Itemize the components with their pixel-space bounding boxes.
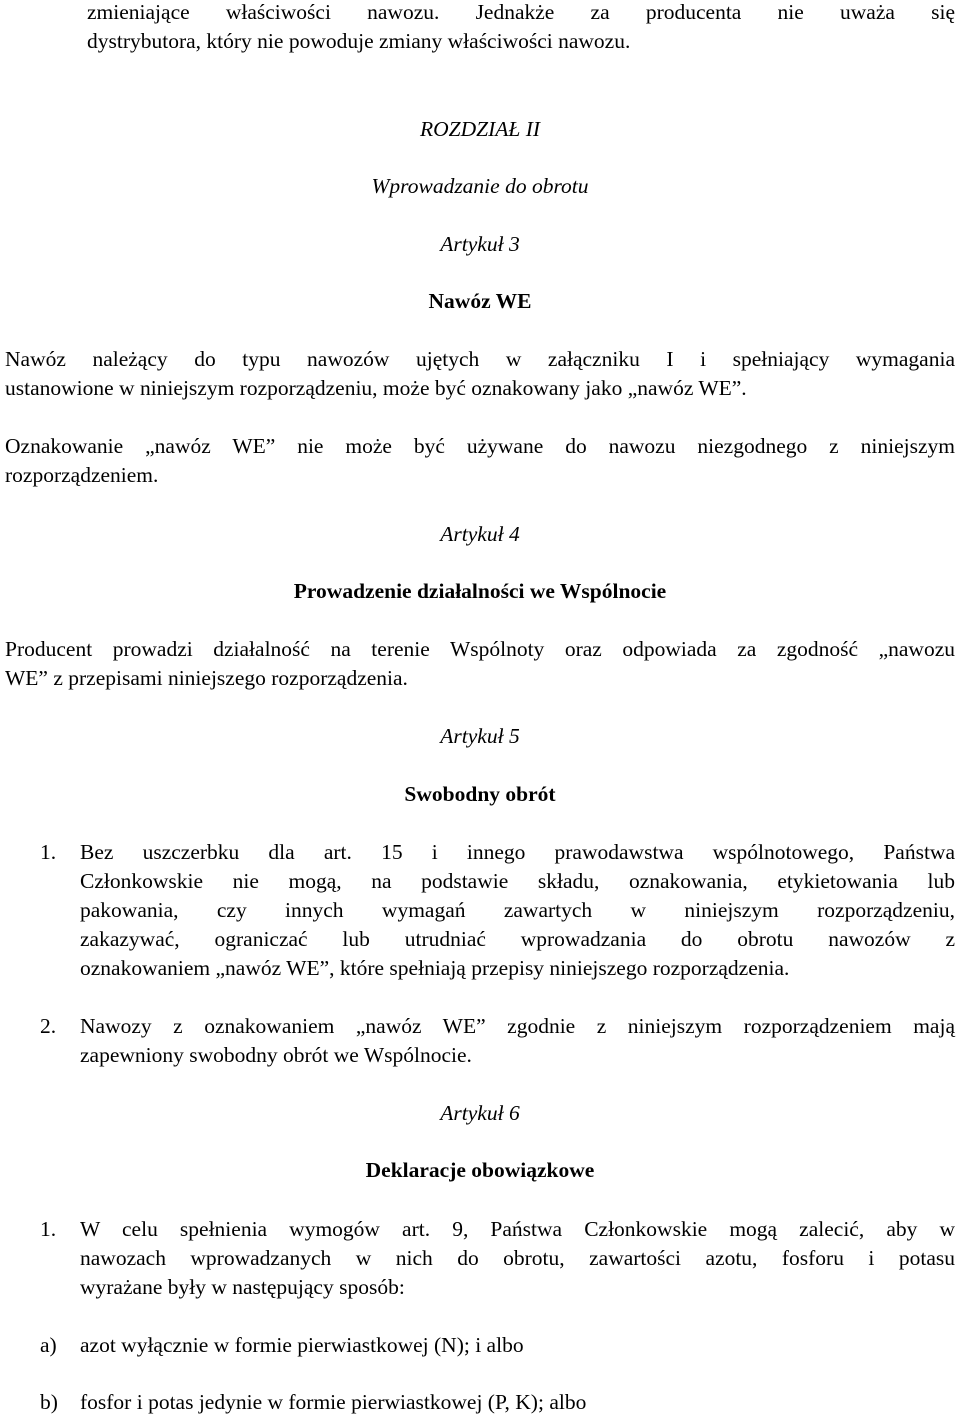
- list-item-line: azot wyłącznie w formie pierwiastkowej (N); i albo: [80, 1333, 524, 1357]
- list-number: 2.: [40, 1014, 57, 1038]
- list-item-line: oznakowaniem „nawóz WE”, które spełniają przepisy niniejszego rozporządzenia.: [80, 956, 790, 980]
- list-item-line: wyrażane były w następujący sposób:: [80, 1275, 405, 1299]
- article-title: Prowadzenie działalności we Wspólnocie: [293, 579, 667, 603]
- list-item-line: Członkowskie nie mogą, na podstawie składu, oznakowania, etykietowania lub: [80, 869, 955, 893]
- article-label: Artykuł 6: [440, 1101, 520, 1125]
- list-letter: b): [40, 1390, 58, 1414]
- list-item-line: nawozach wprowadzanych w nich do obrotu, zawartości azotu, fosforu i potasu: [80, 1246, 955, 1270]
- paragraph-line: zmieniające właściwości nawozu. Jednakże za producenta nie uważa się: [87, 0, 955, 24]
- article-title: Swobodny obrót: [404, 782, 556, 806]
- article-label: Artykuł 4: [440, 522, 520, 546]
- list-item-line: pakowania, czy innych wymagań zawartych w niniejszym rozporządzeniu,: [80, 898, 955, 922]
- list-number: 1.: [40, 1217, 57, 1241]
- article-title: Nawóz WE: [428, 289, 532, 313]
- paragraph-line: Nawóz należący do typu nawozów ujętych w załączniku I i spełniający wymagania: [5, 347, 955, 371]
- chapter-label: ROZDZIAŁ II: [419, 117, 541, 141]
- paragraph-line: Producent prowadzi działalność na terenie Wspólnoty oraz odpowiada za zgodność „nawozu: [5, 637, 955, 661]
- list-letter: a): [40, 1333, 57, 1357]
- paragraph-line: ustanowione w niniejszym rozporządzeniu, może być oznakowany jako „nawóz WE”.: [5, 376, 747, 400]
- paragraph-line: Oznakowanie „nawóz WE” nie może być używane do nawozu niezgodnego z niniejszym: [5, 434, 955, 458]
- list-item-line: zapewniony swobodny obrót we Wspólnocie.: [80, 1043, 472, 1067]
- list-number: 1.: [40, 840, 57, 864]
- article-label: Artykuł 3: [440, 232, 520, 256]
- paragraph-line: dystrybutora, który nie powoduje zmiany właściwości nawozu.: [87, 29, 631, 53]
- chapter-title: Wprowadzanie do obrotu: [371, 174, 589, 198]
- article-title: Deklaracje obowiązkowe: [365, 1158, 595, 1182]
- paragraph-line: WE” z przepisami niniejszego rozporządzenia.: [5, 666, 408, 690]
- list-item-line: zakazywać, ograniczać lub utrudniać wprowadzania do obrotu nawozów z: [80, 927, 955, 951]
- list-item-line: Nawozy z oznakowaniem „nawóz WE” zgodnie z niniejszym rozporządzeniem mają: [80, 1014, 955, 1038]
- article-label: Artykuł 5: [440, 724, 520, 748]
- paragraph-line: rozporządzeniem.: [5, 463, 159, 487]
- list-item-line: W celu spełnienia wymogów art. 9, Państwa Członkowskie mogą zalecić, aby w: [80, 1217, 955, 1241]
- list-item-line: Bez uszczerbku dla art. 15 i innego prawodawstwa wspólnotowego, Państwa: [80, 840, 955, 864]
- list-item-line: fosfor i potas jedynie w formie pierwiastkowej (P, K); albo: [80, 1390, 587, 1414]
